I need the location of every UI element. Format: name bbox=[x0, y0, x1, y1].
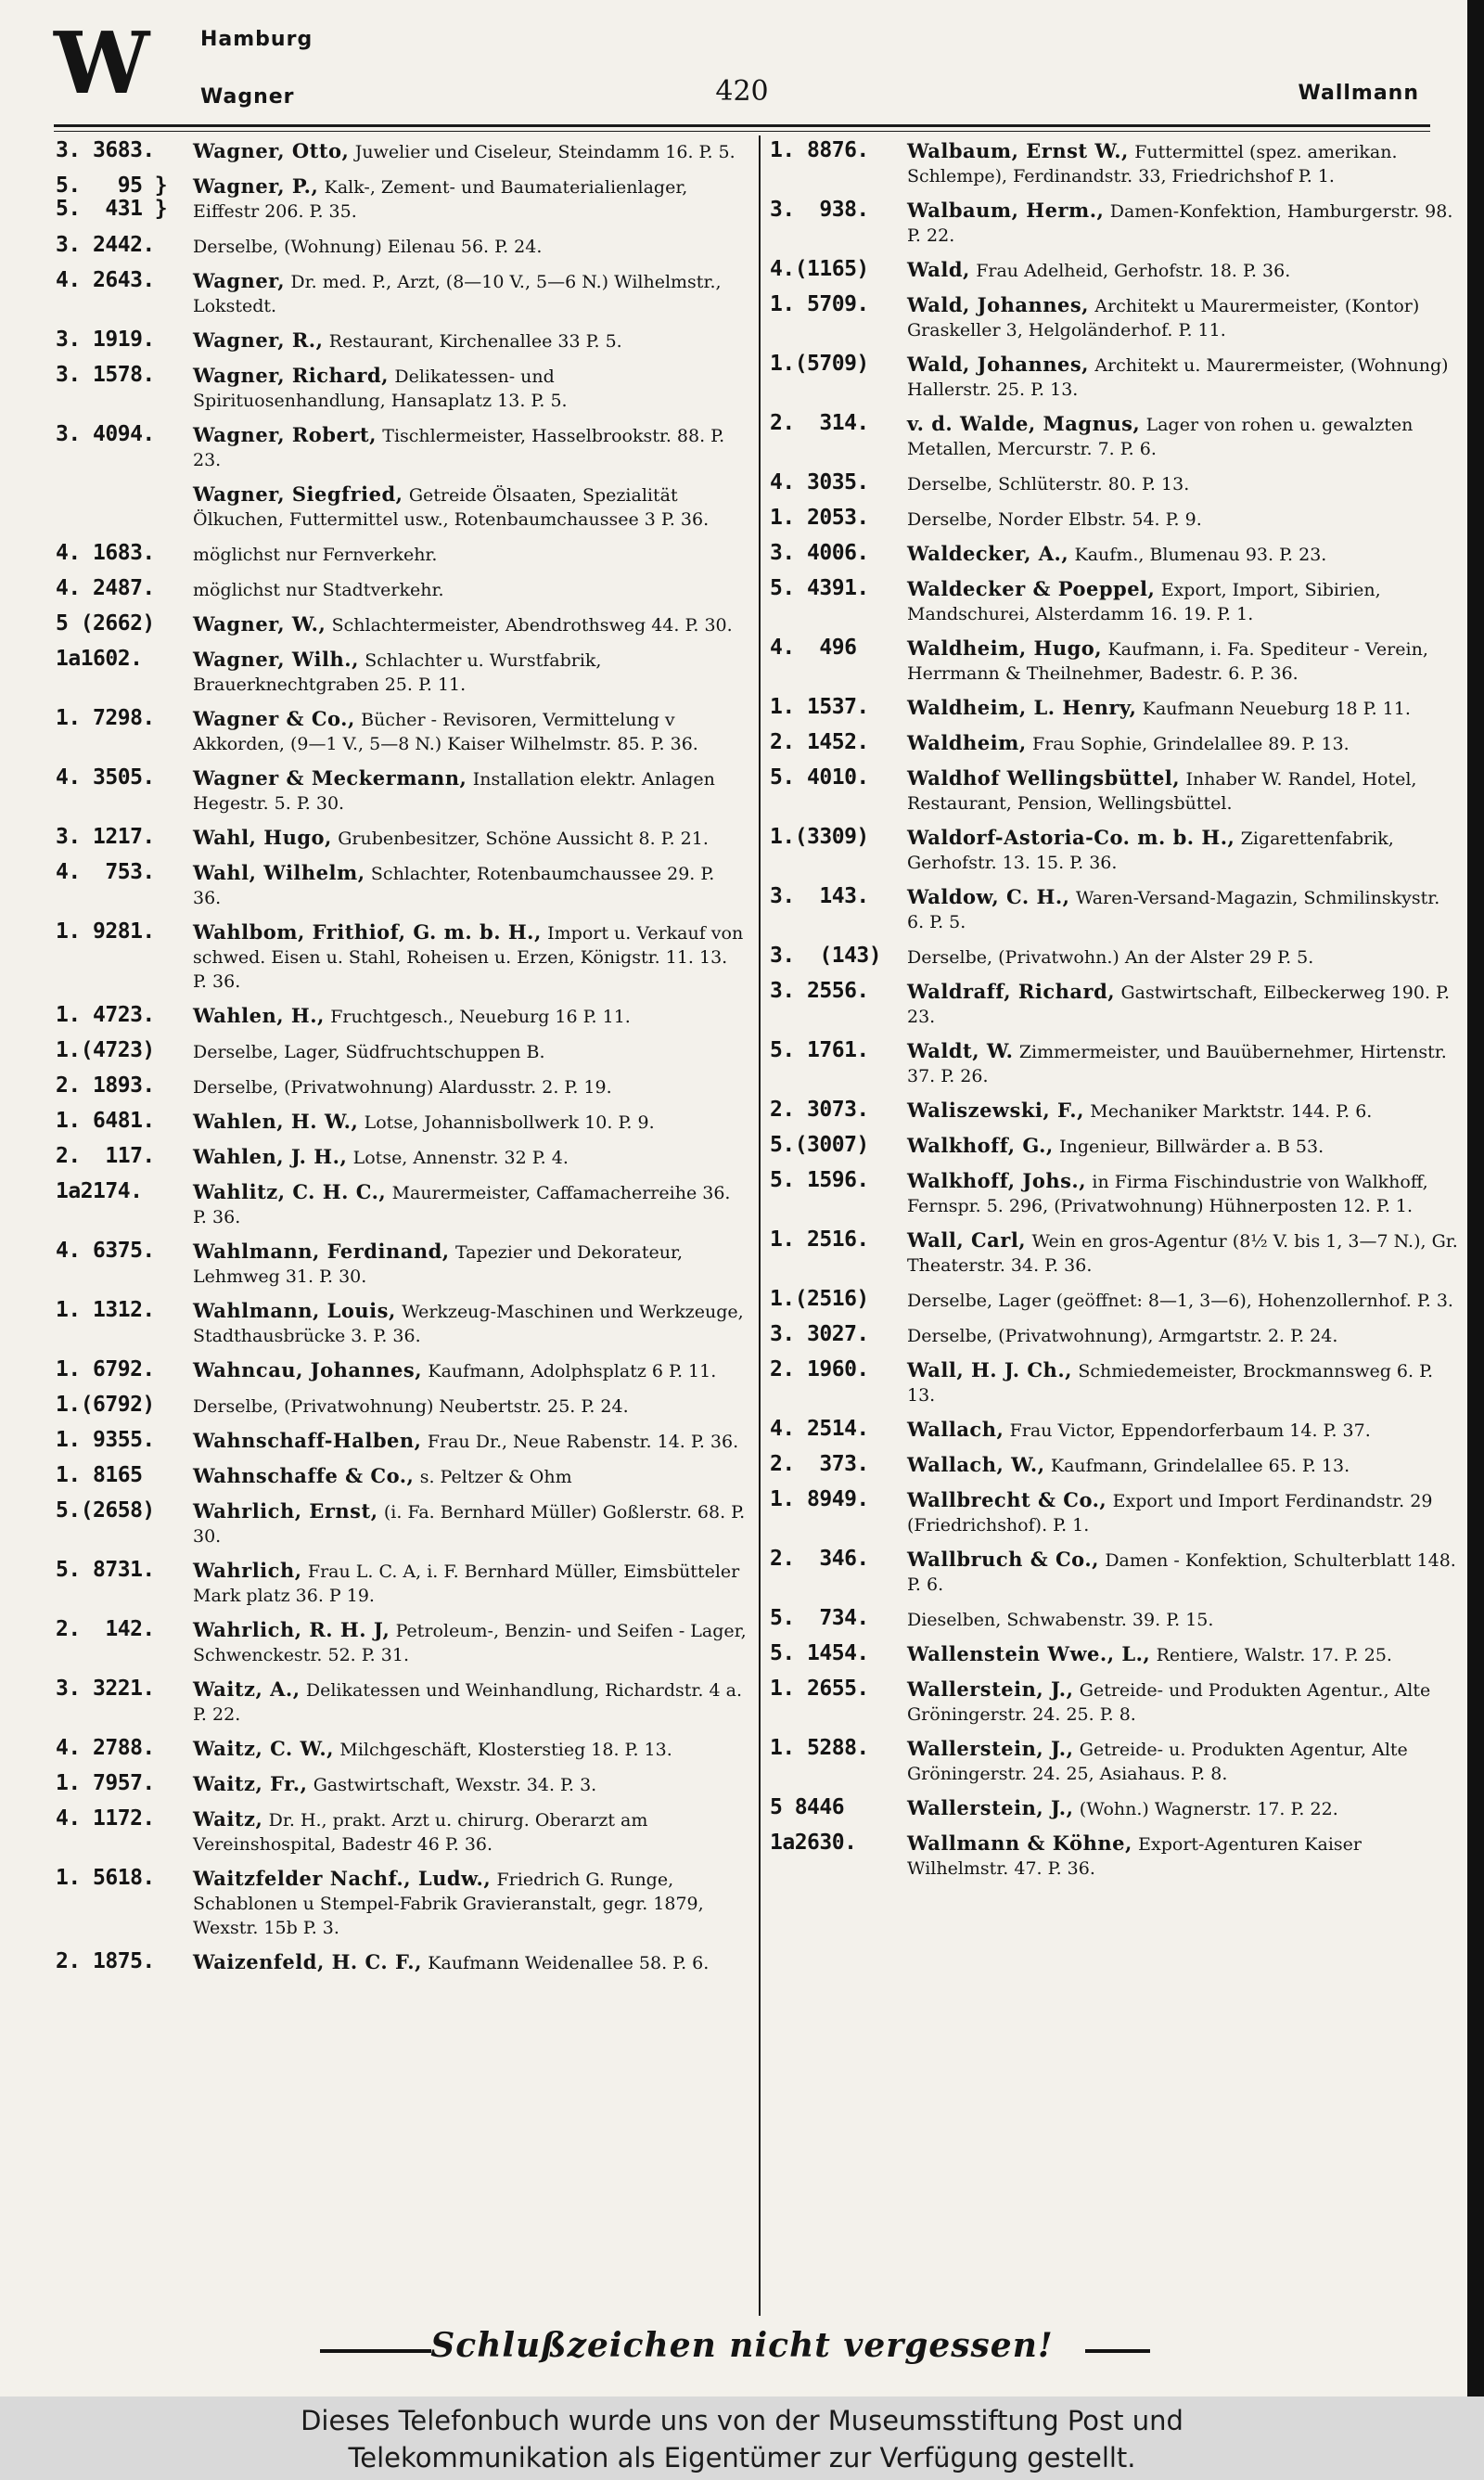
subscriber-name: Wall, H. J. Ch., bbox=[907, 1358, 1072, 1381]
listing-details: Schmiedemeister, Brockmannsweg 6. P. 13. bbox=[907, 1361, 1434, 1406]
listing-entry bbox=[56, 1240, 747, 1289]
subscriber-name: Wallbrecht & Co., bbox=[907, 1488, 1107, 1511]
section-letter: W bbox=[54, 13, 147, 113]
phone-number: 4. 1172. bbox=[56, 1806, 155, 1831]
subscriber-name: Wagner, R., bbox=[193, 328, 324, 352]
listing-entry bbox=[56, 920, 747, 994]
phone-number: 4. 2487. bbox=[56, 576, 155, 600]
phone-number: 3. 1919. bbox=[56, 328, 155, 352]
listing-details: Fruchtgesch., Neueburg 16 P. 11. bbox=[330, 1007, 631, 1027]
subscriber-name: Wahlen, H., bbox=[193, 1004, 325, 1027]
listing-entry bbox=[770, 1418, 1461, 1443]
phone-number: 2. 314. bbox=[770, 411, 869, 435]
listing-details: Kaufmann Neueburg 18 P. 11. bbox=[1142, 699, 1411, 719]
listing-details: Werkzeug-Maschinen und Werkzeuge, Stadthausbrücke 3. P. 36. bbox=[193, 1302, 744, 1346]
header-rule bbox=[54, 124, 1430, 127]
listing-entry bbox=[770, 885, 1461, 934]
subscriber-name: Waldheim, Hugo, bbox=[907, 636, 1103, 660]
phone-number: 1. 8165 bbox=[56, 1463, 143, 1487]
listing-details: Kaufm., Blumenau 93. P. 23. bbox=[1074, 545, 1327, 565]
phone-number: 1. 1537. bbox=[770, 695, 869, 719]
subscriber-name: Wagner & Meckermann, bbox=[193, 766, 467, 790]
subscriber-name: Waitzfelder Nachf., Ludw., bbox=[193, 1867, 492, 1890]
phone-number: 4.(1165) bbox=[770, 257, 869, 281]
listing-entry bbox=[770, 1288, 1461, 1313]
listing-details: Installation elektr. Anlagen Hegestr. 5. P. 30. bbox=[193, 769, 715, 814]
listing-entry bbox=[770, 766, 1461, 816]
header-city: Hamburg bbox=[200, 28, 313, 51]
subscriber-name: Wahlmann, Ferdinand, bbox=[193, 1240, 450, 1263]
phone-number: 4. 2643. bbox=[56, 268, 155, 292]
phone-number: 1. 7298. bbox=[56, 706, 155, 730]
listing-entry bbox=[770, 1642, 1461, 1667]
phone-number: 1. 6481. bbox=[56, 1109, 155, 1133]
phone-number: 2. 1875. bbox=[56, 1949, 155, 1973]
listing-entry bbox=[56, 1039, 747, 1064]
listing-details: Wein en gros-Agentur (8½ V. bis 1, 3—7 N.), Gr. Theaterstr. 34. P. 36. bbox=[907, 1231, 1458, 1276]
phone-number: 1. 2053. bbox=[770, 506, 869, 530]
listing-entry bbox=[770, 1169, 1461, 1218]
listing-details: Derselbe, (Privatwohnung) Alardusstr. 2. P. 19. bbox=[193, 1077, 612, 1098]
listing-entry bbox=[770, 1737, 1461, 1786]
listing-details: Lager von rohen u. gewalzten Metallen, Mercurstr. 7. P. 6. bbox=[907, 415, 1414, 459]
listing-details: Derselbe, (Privatwohn.) An der Alster 29 P. 5. bbox=[907, 947, 1314, 968]
listing-entry bbox=[770, 636, 1461, 686]
listing-details: Dieselben, Schwabenstr. 39. P. 15. bbox=[907, 1610, 1214, 1630]
listing-entry bbox=[770, 826, 1461, 875]
phone-number: 4. 6375. bbox=[56, 1239, 155, 1263]
listing-entry bbox=[56, 1559, 747, 1608]
subscriber-name: Wallerstein, J., bbox=[907, 1677, 1074, 1701]
listing-details: Mechaniker Marktstr. 144. P. 6. bbox=[1090, 1101, 1373, 1122]
listing-entry bbox=[56, 1772, 747, 1797]
listing-entry bbox=[56, 482, 747, 532]
subscriber-name: Wagner & Co., bbox=[193, 707, 355, 730]
subscriber-name: v. d. Walde, Magnus, bbox=[907, 412, 1141, 435]
listing-entry bbox=[56, 766, 747, 816]
phone-number: 1.(5709) bbox=[770, 352, 869, 376]
subscriber-name: Waliszewski, F., bbox=[907, 1099, 1084, 1122]
phone-number: 5 (2662) bbox=[56, 611, 155, 636]
subscriber-name: Wall, Carl, bbox=[907, 1228, 1027, 1252]
phone-number: 1. 5709. bbox=[770, 292, 869, 316]
listing-details: Milchgeschäft, Klosterstieg 18. P. 13. bbox=[339, 1740, 672, 1760]
listing-details: Gastwirtschaft, Eilbeckerweg 190. P. 23. bbox=[907, 983, 1451, 1027]
ownership-notice bbox=[0, 2396, 1484, 2480]
listing-entry bbox=[56, 1867, 747, 1940]
listing-entry bbox=[770, 353, 1461, 402]
subscriber-name: Wahlen, H. W., bbox=[193, 1110, 359, 1133]
subscriber-name: Wald, Johannes, bbox=[907, 353, 1089, 376]
listing-details: Frau L. C. A, i. F. Bernhard Müller, Eimsbütteler Mark platz 36. P 19. bbox=[193, 1561, 740, 1606]
phone-number: 3. 4006. bbox=[770, 541, 869, 565]
listing-entry bbox=[56, 1464, 747, 1489]
subscriber-name: Waldheim, bbox=[907, 731, 1027, 754]
subscriber-name: Wahrlich, R. H. J, bbox=[193, 1618, 390, 1641]
subscriber-name: Waitz, Fr., bbox=[193, 1772, 308, 1795]
listing-entry bbox=[56, 269, 747, 318]
listing-entry bbox=[770, 412, 1461, 461]
listing-entry bbox=[56, 1004, 747, 1029]
listing-details: Derselbe, (Wohnung) Eilenau 56. P. 24. bbox=[193, 237, 543, 257]
phone-number: 1. 2516. bbox=[770, 1227, 869, 1252]
listing-entry bbox=[56, 1677, 747, 1727]
right-column bbox=[770, 139, 1461, 1891]
listing-details: Frau Sophie, Grindelallee 89. P. 13. bbox=[1032, 734, 1350, 754]
listing-details: Waren-Versand-Magazin, Schmilinskystr. 6. P. 5. bbox=[907, 888, 1440, 932]
listing-entry bbox=[56, 1950, 747, 1975]
phone-number: 2. 1452. bbox=[770, 730, 869, 754]
phone-number: 3. 1217. bbox=[56, 825, 155, 849]
listing-entry bbox=[56, 1180, 747, 1229]
subscriber-name: Wahlmann, Louis, bbox=[193, 1299, 396, 1322]
phone-number: 1. 5618. bbox=[56, 1866, 155, 1890]
phone-number: 1.(3309) bbox=[770, 825, 869, 849]
phone-number: 5. 95 } 5. 431 } bbox=[56, 173, 168, 221]
subscriber-name: Wallerstein, J., bbox=[907, 1796, 1074, 1819]
phone-number: 4. 2788. bbox=[56, 1736, 155, 1760]
listing-details: Delikatessen und Weinhandlung, Richardstr. 4 a. P. 22. bbox=[193, 1680, 743, 1725]
phone-number: 2. 142. bbox=[56, 1617, 155, 1641]
phone-number: 2. 3073. bbox=[770, 1098, 869, 1122]
subscriber-name: Wagner, Wilh., bbox=[193, 648, 359, 671]
subscriber-name: Walkhoff, G., bbox=[907, 1134, 1054, 1157]
phone-number: 4. 496 bbox=[770, 636, 857, 660]
listing-entry bbox=[770, 1677, 1461, 1727]
phone-number: 1. 5288. bbox=[770, 1736, 869, 1760]
listing-entry bbox=[770, 471, 1461, 496]
listing-details: Dr. H., prakt. Arzt u. chirurg. Oberarzt am Vereinshospital, Badestr 46 P. 36. bbox=[193, 1810, 648, 1855]
listing-entry bbox=[770, 1134, 1461, 1159]
phone-number: 2. 373. bbox=[770, 1452, 869, 1476]
listing-details: Futtermittel (spez. amerikan. Schlempe), Ferdinandstr. 33, Friedrichshof P. 1. bbox=[907, 142, 1398, 186]
listing-details: (Wohn.) Wagnerstr. 17. P. 22. bbox=[1079, 1799, 1338, 1819]
subscriber-name: Wagner, bbox=[193, 269, 286, 292]
listing-details: Grubenbesitzer, Schöne Aussicht 8. P. 21. bbox=[338, 829, 709, 849]
subscriber-name: Wagner, W., bbox=[193, 612, 326, 636]
subscriber-name: Waitz, C. W., bbox=[193, 1737, 334, 1760]
phone-number: 5. 1454. bbox=[770, 1641, 869, 1665]
phone-number: 3. 1578. bbox=[56, 363, 155, 387]
listing-details: Getreide- und Produkten Agentur., Alte Gröningerstr. 24. 25. P. 8. bbox=[907, 1680, 1431, 1725]
phone-number: 3. 3683. bbox=[56, 138, 155, 162]
subscriber-name: Wald, bbox=[907, 258, 970, 281]
phone-number: 2. 117. bbox=[56, 1144, 155, 1168]
listing-details: (i. Fa. Bernhard Müller) Goßlerstr. 68. P. 30. bbox=[193, 1502, 746, 1547]
listing-entry bbox=[770, 577, 1461, 626]
listing-entry bbox=[770, 980, 1461, 1029]
listing-details: Kalk-, Zement- und Baumaterialienlager, Eiffestr 206. P. 35. bbox=[193, 177, 688, 222]
phone-number: 4. 3505. bbox=[56, 765, 155, 790]
left-column bbox=[56, 139, 747, 1985]
subscriber-name: Wallach, W., bbox=[907, 1453, 1045, 1476]
listing-entry bbox=[770, 258, 1461, 283]
listing-details: Kaufmann, Grindelallee 65. P. 13. bbox=[1050, 1456, 1350, 1476]
listing-details: Ingenieur, Billwärder a. B 53. bbox=[1059, 1137, 1324, 1157]
listing-entry bbox=[56, 1074, 747, 1099]
listing-details: Derselbe, (Privatwohnung) Neubertstr. 25. P. 24. bbox=[193, 1396, 629, 1417]
phone-number: 5.(2658) bbox=[56, 1498, 155, 1523]
listing-details: Derselbe, Norder Elbstr. 54. P. 9. bbox=[907, 509, 1202, 530]
subscriber-name: Wagner, P., bbox=[193, 174, 319, 198]
subscriber-name: Wagner, Siegfried, bbox=[193, 482, 403, 506]
listing-details: Derselbe, Lager, Südfruchtschuppen B. bbox=[193, 1042, 545, 1062]
listing-details: Frau Dr., Neue Rabenstr. 14. P. 36. bbox=[427, 1432, 739, 1452]
listing-entry bbox=[56, 1499, 747, 1548]
listing-entry bbox=[56, 174, 747, 224]
listing-details: Schlachter, Rotenbaumchaussee 29. P. 36. bbox=[193, 864, 715, 908]
phone-number: 5. 4391. bbox=[770, 576, 869, 600]
listing-entry bbox=[770, 944, 1461, 970]
subscriber-name: Wahnschaff-Halben, bbox=[193, 1429, 422, 1452]
listing-entry bbox=[770, 293, 1461, 342]
phone-number: 5. 8731. bbox=[56, 1558, 155, 1582]
phone-number: 3. 2442. bbox=[56, 233, 155, 257]
slogan-rule-right bbox=[1085, 2349, 1150, 2353]
listing-details: Lotse, Annenstr. 32 P. 4. bbox=[352, 1148, 569, 1168]
listing-entry bbox=[770, 1453, 1461, 1478]
listing-entry bbox=[56, 1429, 747, 1454]
phone-number: 3. 143. bbox=[770, 884, 869, 908]
header-first-name: Wagner bbox=[200, 85, 295, 109]
subscriber-name: Wallach, bbox=[907, 1418, 1004, 1441]
subscriber-name: Walbaum, Herm., bbox=[907, 199, 1105, 222]
subscriber-name: Waitz, bbox=[193, 1807, 263, 1831]
phone-number: 1a1602. bbox=[56, 647, 143, 671]
listing-entry bbox=[770, 1099, 1461, 1124]
listing-details: Zimmermeister, und Bauübernehmer, Hirtenstr. 37. P. 26. bbox=[907, 1042, 1447, 1086]
listing-entry bbox=[56, 542, 747, 567]
listing-details: Kaufmann Weidenallee 58. P. 6. bbox=[428, 1953, 710, 1973]
listing-entry bbox=[770, 1548, 1461, 1597]
phone-number: 1. 8876. bbox=[770, 138, 869, 162]
phone-number: 3. 2556. bbox=[770, 979, 869, 1003]
listing-details: Derselbe, Schlüterstr. 80. P. 13. bbox=[907, 474, 1190, 495]
phone-number: 1. 7957. bbox=[56, 1771, 155, 1795]
footer-slogan: Schlußzeichen nicht vergessen! bbox=[430, 2326, 1054, 2365]
listing-details: Gastwirtschaft, Wexstr. 34. P. 3. bbox=[313, 1775, 597, 1795]
phone-number: 1. 6792. bbox=[56, 1357, 155, 1381]
listing-details: Tapezier und Dekorateur, Lehmweg 31. P. 30. bbox=[193, 1242, 684, 1287]
phone-number: 1. 9355. bbox=[56, 1428, 155, 1452]
listing-details: Derselbe, Lager (geöffnet: 8—1, 3—6), Hohenzollernhof. P. 3. bbox=[907, 1291, 1453, 1311]
phone-number: 5. 734. bbox=[770, 1606, 869, 1630]
listing-entry bbox=[770, 1607, 1461, 1632]
listing-details: Bücher - Revisoren, Vermittelung v Akkorden, (9—1 V., 5—8 N.) Kaiser Wilhelmstr. 85. P. 36. bbox=[193, 710, 698, 754]
notice-line-1: Dieses Telefonbuch wurde uns von der Museumsstiftung Post und bbox=[301, 2405, 1183, 2436]
phone-number: 1.(2516) bbox=[770, 1287, 869, 1311]
listing-details: Import u. Verkauf von schwed. Eisen u. Stahl, Roheisen u. Erzen, Königstr. 11. 13. P. 36. bbox=[193, 923, 744, 992]
listing-details: Friedrich G. Runge, Schablonen u Stempel-Fabrik Gravieranstalt, gegr. 1879, Wexstr. 15b P. 3. bbox=[193, 1870, 704, 1938]
subscriber-name: Wagner, Robert, bbox=[193, 423, 377, 446]
header-rule-thin bbox=[54, 131, 1430, 132]
listing-entry bbox=[56, 234, 747, 259]
subscriber-name: Wahlen, J. H., bbox=[193, 1145, 348, 1168]
listing-entry bbox=[770, 1831, 1461, 1881]
listing-entry bbox=[56, 1807, 747, 1857]
listing-entry bbox=[56, 1737, 747, 1762]
phone-number: 3. 4094. bbox=[56, 422, 155, 446]
subscriber-name: Walkhoff, Johs., bbox=[907, 1169, 1087, 1192]
listing-details: Petroleum-, Benzin- und Seifen - Lager, Schwenckestr. 52. P. 31. bbox=[193, 1621, 747, 1665]
listing-entry bbox=[56, 577, 747, 602]
subscriber-name: Wahrlich, Ernst, bbox=[193, 1499, 378, 1523]
phone-number: 1a2174. bbox=[56, 1179, 143, 1203]
page-number: 420 bbox=[715, 75, 769, 108]
listing-entry bbox=[770, 1228, 1461, 1278]
listing-details: s. Peltzer & Ohm bbox=[419, 1467, 572, 1487]
listing-entry bbox=[56, 1145, 747, 1170]
listing-details: möglichst nur Stadtverkehr. bbox=[193, 580, 444, 600]
listing-details: Export-Agenturen Kaiser Wilhelmstr. 47. P. 36. bbox=[907, 1834, 1362, 1879]
phone-number: 1. 4723. bbox=[56, 1003, 155, 1027]
phone-number: 4. 2514. bbox=[770, 1417, 869, 1441]
listing-entry bbox=[56, 423, 747, 472]
listing-entry bbox=[56, 1110, 747, 1135]
listing-details: Architekt u Maurermeister, (Kontor) Graskeller 3, Helgoländerhof. P. 11. bbox=[907, 296, 1420, 341]
phone-number: 3. 3027. bbox=[770, 1322, 869, 1346]
listing-entry bbox=[56, 139, 747, 164]
phone-number: 2. 1960. bbox=[770, 1357, 869, 1381]
subscriber-name: Waitz, A., bbox=[193, 1677, 301, 1701]
listing-entry bbox=[56, 1299, 747, 1348]
listing-details: Schlachter u. Wurstfabrik, Brauerknechtgraben 25. P. 11. bbox=[193, 650, 602, 695]
listing-details: Dr. med. P., Arzt, (8—10 V., 5—6 N.) Wilhelmstr., Lokstedt. bbox=[193, 272, 722, 316]
listing-entry bbox=[56, 861, 747, 910]
listing-entry bbox=[56, 364, 747, 413]
phone-number: 3. 3221. bbox=[56, 1677, 155, 1701]
listing-entry bbox=[56, 1394, 747, 1419]
notice-line-2: Telekommunikation als Eigentümer zur Verfügung gestellt. bbox=[348, 2442, 1136, 2474]
subscriber-name: Wahlitz, C. H. C., bbox=[193, 1180, 387, 1203]
subscriber-name: Wahl, Wilhelm, bbox=[193, 861, 365, 884]
listing-details: Maurermeister, Caffamacherreihe 36. P. 36. bbox=[193, 1183, 731, 1227]
listing-details: Kaufmann, i. Fa. Spediteur - Verein, Herrmann & Theilnehmer, Badestr. 6. P. 36. bbox=[907, 639, 1428, 684]
listing-entry bbox=[56, 1618, 747, 1667]
listing-entry bbox=[770, 1039, 1461, 1088]
listing-entry bbox=[56, 707, 747, 756]
listing-details: Kaufmann, Adolphsplatz 6 P. 11. bbox=[428, 1361, 717, 1381]
subscriber-name: Waldecker & Poeppel, bbox=[907, 577, 1156, 600]
phone-number: 1. 9281. bbox=[56, 919, 155, 944]
listing-details: möglichst nur Fernverkehr. bbox=[193, 545, 438, 565]
listing-entry bbox=[770, 731, 1461, 756]
listing-entry bbox=[770, 139, 1461, 188]
phone-number: 5.(3007) bbox=[770, 1133, 869, 1157]
listing-details: Tischlermeister, Hasselbrookstr. 88. P. 23. bbox=[193, 426, 725, 470]
subscriber-name: Wallerstein, J., bbox=[907, 1737, 1074, 1760]
phone-number: 3. (143) bbox=[770, 944, 882, 968]
subscriber-name: Waldow, C. H., bbox=[907, 885, 1070, 908]
phone-number: 5. 1596. bbox=[770, 1168, 869, 1192]
subscriber-name: Wagner, Richard, bbox=[193, 364, 389, 387]
listing-details: Architekt u. Maurermeister, (Wohnung) Hallerstr. 25. P. 13. bbox=[907, 355, 1449, 400]
phone-number: 1a2630. bbox=[770, 1831, 857, 1855]
subscriber-name: Wallmann & Köhne, bbox=[907, 1831, 1132, 1855]
page-edge-shadow bbox=[1467, 0, 1484, 2396]
listing-entry bbox=[770, 199, 1461, 248]
listing-entry bbox=[770, 1323, 1461, 1348]
subscriber-name: Wahnschaffe & Co., bbox=[193, 1464, 415, 1487]
phone-number: 1. 1312. bbox=[56, 1298, 155, 1322]
phone-number: 1. 2655. bbox=[770, 1677, 869, 1701]
subscriber-name: Waldecker, A., bbox=[907, 542, 1069, 565]
subscriber-name: Wald, Johannes, bbox=[907, 293, 1089, 316]
subscriber-name: Wahrlich, bbox=[193, 1559, 302, 1582]
phone-number: 1. 8949. bbox=[770, 1487, 869, 1511]
listing-details: Derselbe, (Privatwohnung), Armgartstr. 2. P. 24. bbox=[907, 1326, 1338, 1346]
listing-entry bbox=[56, 648, 747, 697]
subscriber-name: Wahncau, Johannes, bbox=[193, 1358, 423, 1381]
subscriber-name: Waldt, W. bbox=[907, 1039, 1014, 1062]
listing-details: Inhaber W. Randel, Hotel, Restaurant, Pension, Wellingsbüttel. bbox=[907, 769, 1417, 814]
phone-number: 4. 3035. bbox=[770, 470, 869, 495]
listing-details: Frau Victor, Eppendorferbaum 14. P. 37. bbox=[1009, 1420, 1371, 1441]
subscriber-name: Waizenfeld, H. C. F., bbox=[193, 1950, 422, 1973]
listing-details: in Firma Fischindustrie von Walkhoff, Fernspr. 5. 296, (Privatwohnung) Hühnerposten 12. P. 1. bbox=[907, 1172, 1428, 1216]
listing-details: Export, Import, Sibirien, Mandschurei, Alsterdamm 16. 19. P. 1. bbox=[907, 580, 1381, 624]
subscriber-name: Wahlbom, Frithiof, G. m. b. H., bbox=[193, 920, 542, 944]
listing-entry bbox=[56, 1358, 747, 1383]
phone-number: 4. 1683. bbox=[56, 541, 155, 565]
listing-details: Damen - Konfektion, Schulterblatt 148. P. 6. bbox=[907, 1550, 1456, 1595]
listing-details: Juwelier und Ciseleur, Steindamm 16. P. 5. bbox=[354, 142, 736, 162]
listing-entry bbox=[770, 696, 1461, 721]
listing-entry bbox=[56, 826, 747, 851]
subscriber-name: Wahl, Hugo, bbox=[193, 826, 332, 849]
listing-details: Rentiere, Walstr. 17. P. 25. bbox=[1156, 1645, 1392, 1665]
listing-entry bbox=[770, 542, 1461, 567]
listing-entry bbox=[56, 328, 747, 353]
listing-details: Getreide- u. Produkten Agentur, Alte Gröningerstr. 24. 25, Asiahaus. P. 8. bbox=[907, 1740, 1408, 1784]
listing-details: Delikatessen- und Spirituosenhandlung, Hansaplatz 13. P. 5. bbox=[193, 366, 568, 411]
phone-number: 5. 1761. bbox=[770, 1038, 869, 1062]
listing-details: Frau Adelheid, Gerhofstr. 18. P. 36. bbox=[976, 261, 1291, 281]
listing-entry bbox=[770, 1796, 1461, 1821]
phone-number: 1.(6792) bbox=[56, 1393, 155, 1417]
phone-number: 5 8446 bbox=[770, 1795, 845, 1819]
header-last-name: Wallmann bbox=[1298, 82, 1419, 105]
listing-details: Export und Import Ferdinandstr. 29 (Friedrichshof). P. 1. bbox=[907, 1491, 1433, 1536]
subscriber-name: Waldheim, L. Henry, bbox=[907, 696, 1137, 719]
listing-entry bbox=[770, 1488, 1461, 1537]
listing-entry bbox=[770, 1358, 1461, 1407]
listing-details: Schlachtermeister, Abendrothsweg 44. P. 30. bbox=[331, 615, 733, 636]
listing-details: Damen-Konfektion, Hamburgerstr. 98. P. 22. bbox=[907, 201, 1453, 246]
listing-entry bbox=[770, 507, 1461, 532]
listing-details: Lotse, Johannisbollwerk 10. P. 9. bbox=[364, 1112, 655, 1133]
phone-number: 2. 1893. bbox=[56, 1073, 155, 1098]
subscriber-name: Waldorf-Astoria-Co. m. b. H., bbox=[907, 826, 1235, 849]
phone-number: 3. 938. bbox=[770, 198, 869, 222]
listing-details: Restaurant, Kirchenallee 33 P. 5. bbox=[328, 331, 622, 352]
phone-number: 5. 4010. bbox=[770, 765, 869, 790]
phone-number: 2. 346. bbox=[770, 1547, 869, 1571]
subscriber-name: Wallenstein Wwe., L., bbox=[907, 1642, 1151, 1665]
listing-details: Getreide Ölsaaten, Spezialität Ölkuchen, Futtermittel usw., Rotenbaumchaussee 3 P. 36. bbox=[193, 485, 710, 530]
subscriber-name: Walbaum, Ernst W., bbox=[907, 139, 1129, 162]
column-divider bbox=[759, 135, 761, 2316]
subscriber-name: Waldhof Wellingsbüttel, bbox=[907, 766, 1181, 790]
listing-details: Zigarettenfabrik, Gerhofstr. 13. 15. P. 36. bbox=[907, 829, 1394, 873]
phone-number: 1.(4723) bbox=[56, 1038, 155, 1062]
subscriber-name: Wagner, Otto, bbox=[193, 139, 350, 162]
subscriber-name: Wallbruch & Co., bbox=[907, 1548, 1099, 1571]
listing-entry bbox=[56, 612, 747, 637]
phone-number: 4. 753. bbox=[56, 860, 155, 884]
subscriber-name: Waldraff, Richard, bbox=[907, 980, 1116, 1003]
